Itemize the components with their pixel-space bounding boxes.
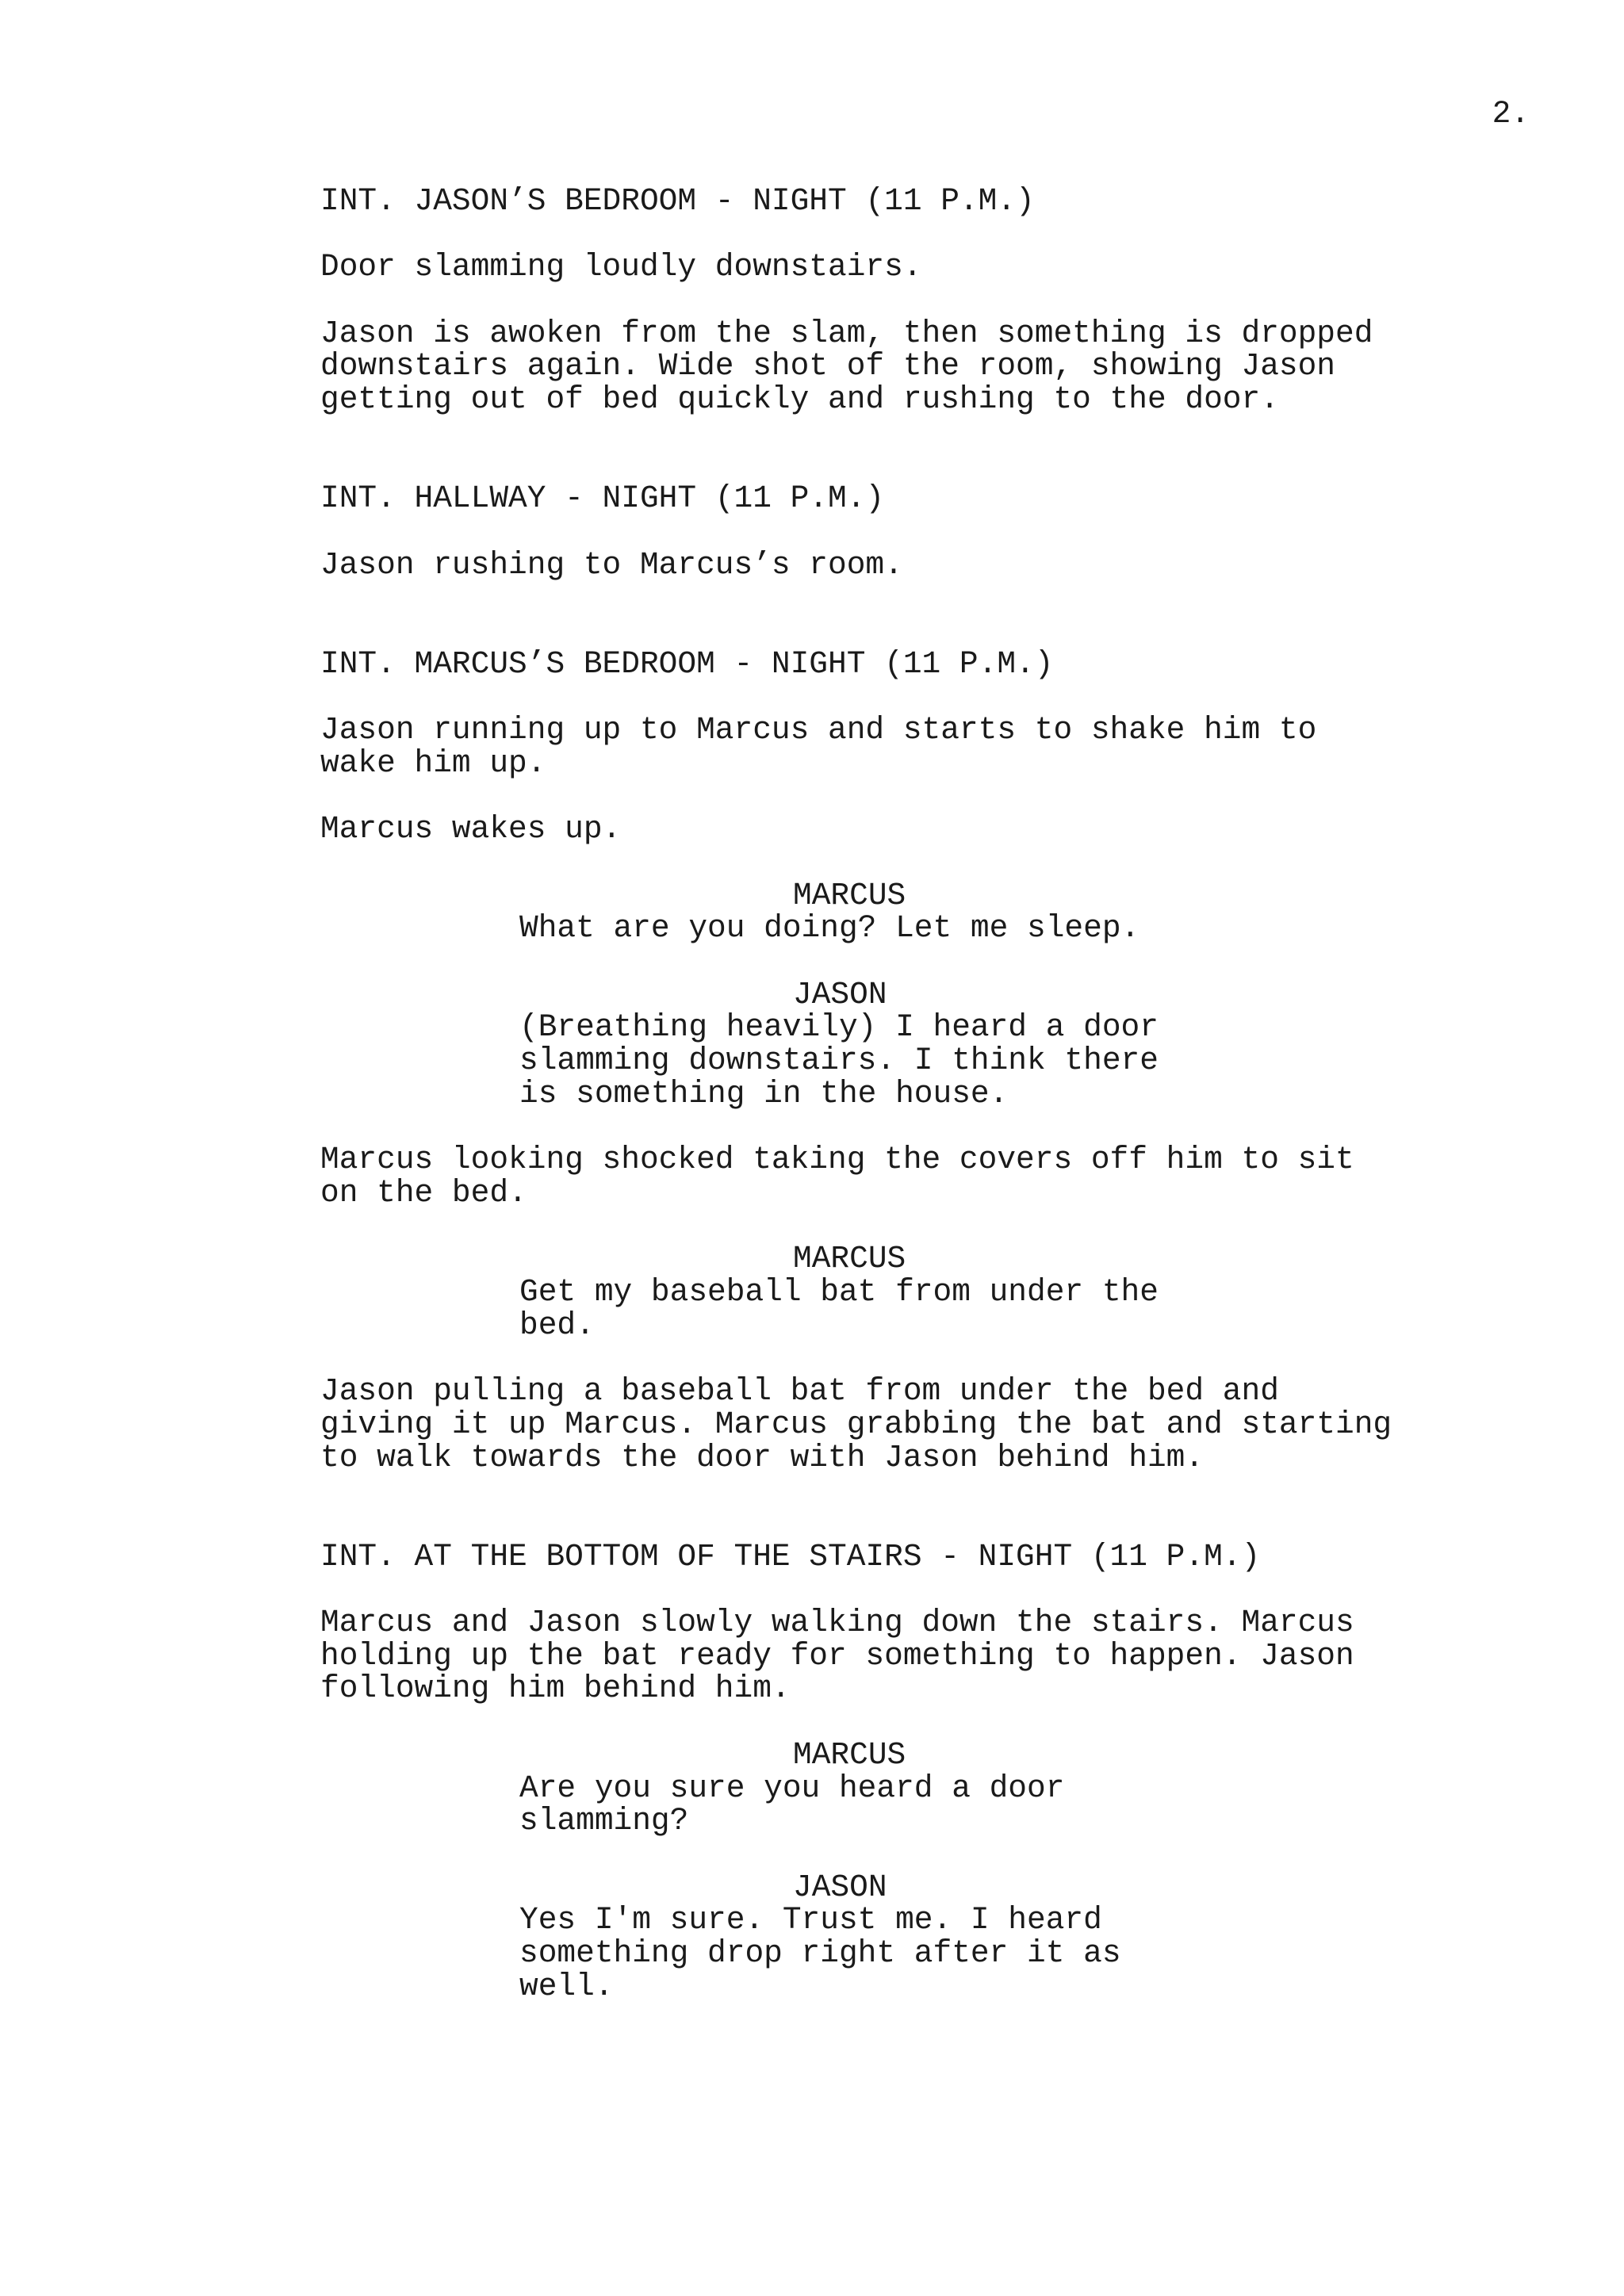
screenplay-body: [320, 185, 1478, 2003]
dialogue: Get my baseball bat from under the bed.: [519, 1274, 1159, 1343]
action-line: Marcus wakes up.: [320, 811, 622, 848]
action-line: Jason running up to Marcus and starts to shake him to wake him up.: [320, 712, 1317, 781]
action-line: Jason pulling a baseball bat from under the bed and giving it up Marcus. Marcus grabbing the bat and starting to walk towards the door with Jason behind him.: [320, 1373, 1392, 1475]
scene-heading: INT. HALLWAY - NIGHT (11 P.M.): [320, 480, 885, 517]
character-name: JASON: [793, 976, 887, 1012]
scene-heading: INT. AT THE BOTTOM OF THE STAIRS - NIGHT (11 P.M.): [320, 1538, 1261, 1575]
dialogue: What are you doing? Let me sleep.: [519, 910, 1140, 947]
action-line: Jason is awoken from the slam, then something is dropped downstairs again. Wide shot of the room, showing Jason getting out of bed quickly and rushing to the door.: [320, 315, 1373, 418]
action-line: Door slamming loudly downstairs.: [320, 249, 922, 285]
dialogue: Yes I'm sure. Trust me. I heard something drop right after it as well.: [519, 1902, 1121, 2004]
action-line: Jason rushing to Marcus’s room.: [320, 546, 903, 583]
scene-heading: INT. JASON’S BEDROOM - NIGHT (11 P.M.): [320, 183, 1035, 219]
page-number: 2.: [1492, 96, 1530, 132]
character-name: MARCUS: [793, 1241, 906, 1277]
character-name: MARCUS: [793, 877, 906, 913]
action-line: Marcus looking shocked taking the covers off him to sit on the bed.: [320, 1142, 1354, 1211]
character-name: MARCUS: [793, 1736, 906, 1773]
scene-heading: INT. MARCUS’S BEDROOM - NIGHT (11 P.M.): [320, 645, 1054, 682]
dialogue: (Breathing heavily) I heard a door slamming downstairs. I think there is something in the house.: [519, 1009, 1159, 1112]
dialogue: Are you sure you heard a door slamming?: [519, 1770, 1065, 1839]
action-line: Marcus and Jason slowly walking down the stairs. Marcus holding up the bat ready for something to happen. Jason following him behind him.: [320, 1605, 1354, 1707]
character-name: JASON: [793, 1869, 887, 1905]
